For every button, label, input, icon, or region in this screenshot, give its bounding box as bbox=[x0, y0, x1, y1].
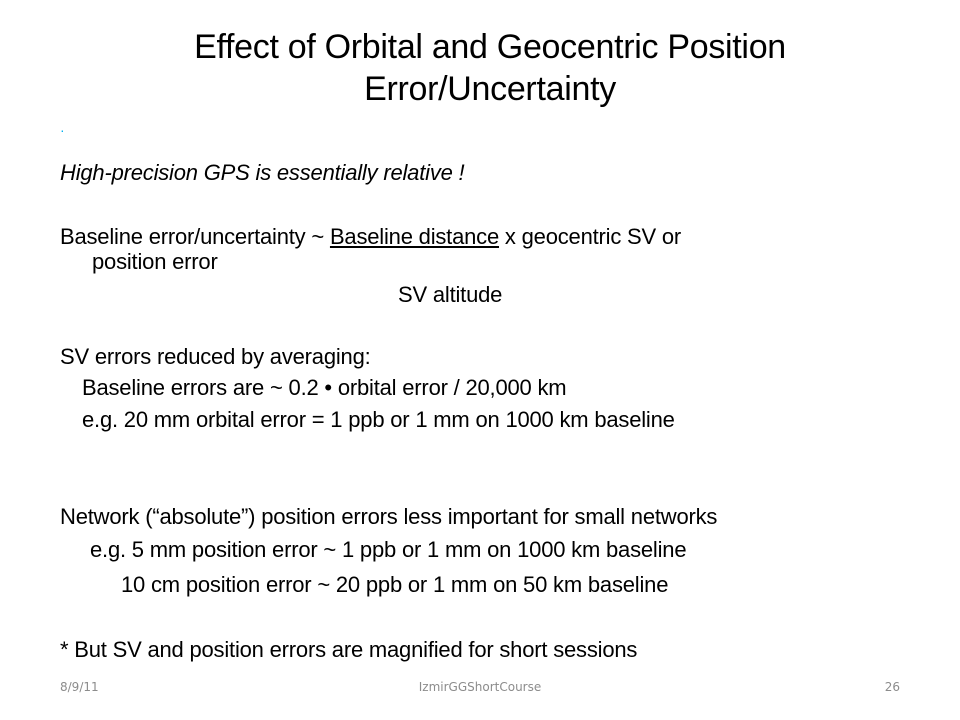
footer-page-number: 26 bbox=[884, 680, 900, 694]
sv-errors-heading: SV errors reduced by averaging: bbox=[60, 344, 371, 369]
short-sessions-note: * But SV and position errors are magnified for short sessions bbox=[60, 637, 638, 662]
baseline-formula-continuation: position error bbox=[92, 249, 218, 274]
slide-title-line-1: Effect of Orbital and Geocentric Position bbox=[194, 28, 786, 66]
sv-errors-line-1: Baseline errors are ~ 0.2 • orbital error / 20,000 km bbox=[82, 375, 567, 400]
intro-statement: High-precision GPS is essentially relative ! bbox=[60, 160, 465, 185]
slide-title-line-2: Error/Uncertainty bbox=[364, 70, 616, 108]
bullet-marker: · bbox=[60, 122, 65, 138]
baseline-formula-numerator: Baseline distance bbox=[329, 224, 499, 249]
baseline-formula-prefix: Baseline error/uncertainty ~ bbox=[60, 224, 330, 249]
baseline-formula bbox=[60, 224, 681, 250]
sv-errors-line-2: e.g. 20 mm orbital error = 1 ppb or 1 mm on 1000 km baseline bbox=[82, 407, 675, 432]
network-line-1: e.g. 5 mm position error ~ 1 ppb or 1 mm on 1000 km baseline bbox=[90, 537, 687, 562]
baseline-formula-denominator: SV altitude bbox=[398, 282, 503, 307]
network-line-2: 10 cm position error ~ 20 ppb or 1 mm on 50 km baseline bbox=[121, 572, 669, 597]
footer-course-name: IzmirGGShortCourse bbox=[418, 680, 542, 694]
slide-title bbox=[80, 26, 900, 110]
footer-date: 8/9/11 bbox=[60, 680, 99, 694]
baseline-formula-suffix: x geocentric SV or bbox=[499, 224, 682, 249]
network-heading: Network (“absolute”) position errors less important for small networks bbox=[60, 504, 718, 529]
